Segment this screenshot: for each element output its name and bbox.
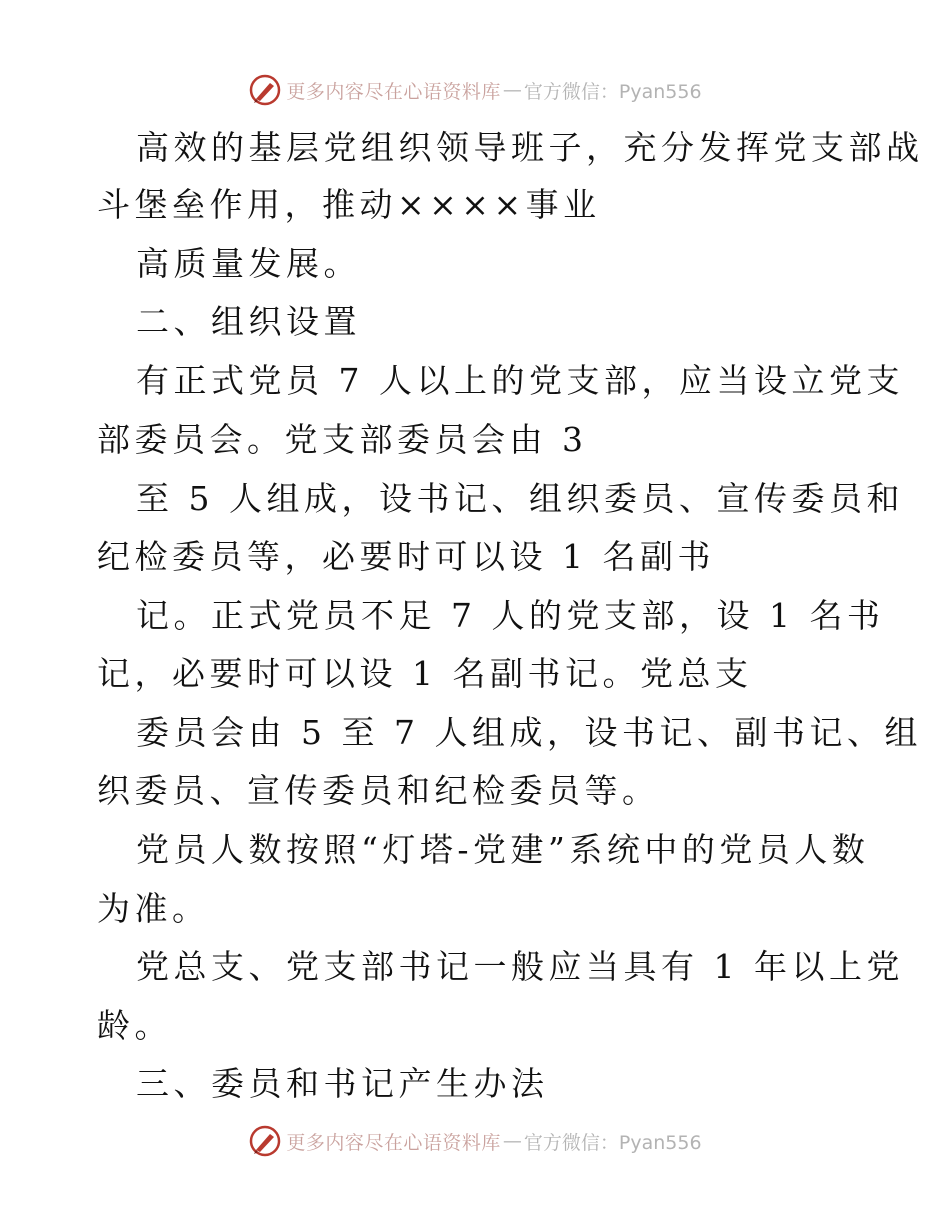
paragraph-line: 龄。 <box>97 1006 172 1045</box>
paragraph-line: 部委员会。党支部委员会由 3 <box>97 420 588 459</box>
paragraph-line: 记，必要时可以设 1 名副书记。党总支 <box>97 654 753 693</box>
section-heading: 二、组织设置 <box>136 302 361 341</box>
paragraph-line: 斗堡垒作用，推动××××事业 <box>97 185 601 224</box>
paragraph-line: 纪检委员等，必要时可以设 1 名副书 <box>97 537 715 576</box>
footer-watermark <box>0 1121 950 1161</box>
paragraph-line: 织委员、宣传委员和纪检委员等。 <box>97 771 660 810</box>
watermark-brand-text: 更多内容尽在心语资料库 <box>286 80 501 103</box>
watermark-dash: — <box>502 79 522 101</box>
paragraph-line: 至 5 人组成，设书记、组织委员、宣传委员和 <box>136 479 904 518</box>
paragraph-line: 有正式党员 7 人以上的党支部，应当设立党支 <box>136 361 904 400</box>
red-pen-logo-icon <box>248 73 282 107</box>
watermark-dash: — <box>502 1130 522 1152</box>
watermark-wechat-text: 官方微信：Pyan556 <box>523 80 702 103</box>
paragraph-line: 为准。 <box>97 889 210 928</box>
header-watermark <box>0 70 950 110</box>
paragraph-line: 委员会由 5 至 7 人组成，设书记、副书记、组 <box>136 713 922 752</box>
paragraph-line: 党员人数按照“灯塔-党建”系统中的党员人数 <box>136 830 870 869</box>
red-pen-logo-icon <box>248 1124 282 1158</box>
paragraph-line: 党总支、党支部书记一般应当具有 1 年以上党 <box>136 947 904 986</box>
section-heading: 三、委员和书记产生办法 <box>136 1064 549 1103</box>
watermark-wechat-text: 官方微信：Pyan556 <box>523 1131 702 1154</box>
paragraph-line: 高质量发展。 <box>136 244 361 283</box>
watermark-brand-text: 更多内容尽在心语资料库 <box>286 1131 501 1154</box>
paragraph-line: 高效的基层党组织领导班子，充分发挥党支部战 <box>136 128 924 167</box>
paragraph-line: 记。正式党员不足 7 人的党支部，设 1 名书 <box>136 596 885 635</box>
